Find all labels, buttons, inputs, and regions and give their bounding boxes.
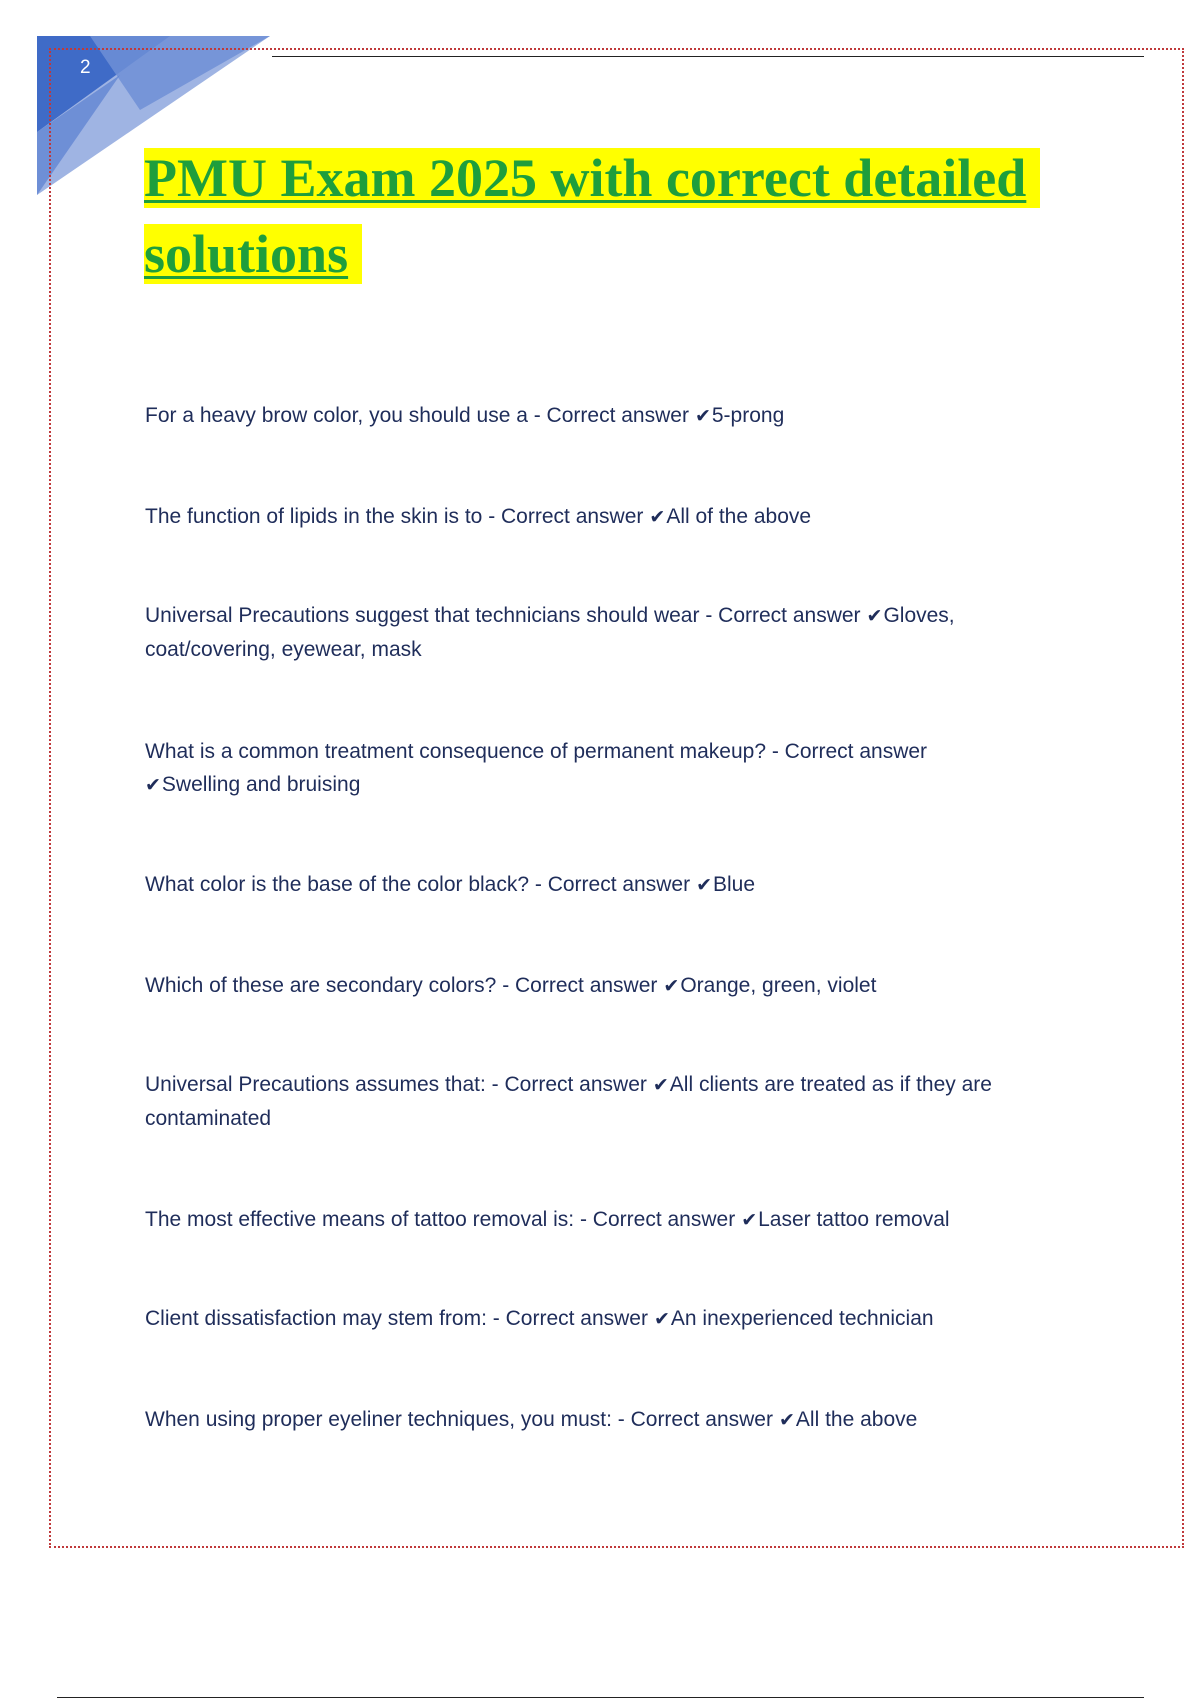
question-text: For a heavy brow color, you should use a (145, 404, 528, 427)
check-mark-icon: ✔ (694, 405, 711, 427)
question-text: The function of lipids in the skin is to (145, 505, 483, 528)
document-title (144, 140, 1104, 292)
answer-prefix: - Correct answer (579, 1208, 736, 1231)
question-item (145, 868, 1065, 902)
check-mark-icon: ✔ (696, 874, 712, 896)
page-number: 2 (80, 57, 91, 78)
answer-prefix: - Correct answer (502, 974, 658, 997)
check-mark-icon: ✔ (649, 506, 666, 528)
title-line-1: PMU Exam 2025 with correct detailed (144, 148, 1040, 208)
answer-prefix: - Correct answer (705, 604, 861, 627)
question-text: When using proper eyeliner techniques, you must: (145, 1408, 612, 1431)
check-mark-icon: ✔ (663, 975, 680, 997)
question-item (145, 599, 1065, 666)
answer-prefix: - Correct answer (534, 873, 691, 896)
question-item (145, 735, 1065, 802)
answer-text: Laser tattoo removal (758, 1208, 950, 1231)
answer-text: Blue (713, 873, 756, 896)
answer-text: All clients are treated as if they are contaminated (145, 1073, 992, 1130)
check-mark-icon: ✔ (778, 1409, 795, 1431)
question-text: Universal Precautions suggest that technicians should wear (145, 604, 700, 627)
check-mark-icon: ✔ (741, 1209, 758, 1231)
question-item (145, 500, 1065, 534)
question-text: What is a common treatment consequence of permanent makeup? (145, 740, 766, 763)
check-mark-icon: ✔ (866, 605, 883, 627)
question-item (145, 1302, 1065, 1336)
question-text: Which of these are secondary colors? (145, 974, 497, 997)
question-text: Universal Precautions assumes that: (145, 1073, 486, 1096)
answer-text: An inexperienced technician (670, 1307, 934, 1330)
question-item (145, 399, 1065, 433)
check-mark-icon: ✔ (653, 1308, 670, 1330)
answer-text: Swelling and bruising (161, 773, 361, 796)
question-text: Client dissatisfaction may stem from: (145, 1307, 487, 1330)
title-line-2: solutions (144, 224, 362, 284)
answer-text: Orange, green, violet (680, 974, 877, 997)
answer-text: 5-prong (711, 404, 785, 427)
answer-prefix: - Correct answer (491, 1073, 647, 1096)
question-item (145, 1068, 1065, 1135)
answer-text: All the above (795, 1408, 918, 1431)
answer-text: All of the above (666, 505, 812, 528)
answer-prefix: - Correct answer (492, 1307, 648, 1330)
answer-prefix: - Correct answer (771, 740, 928, 763)
answer-prefix: - Correct answer (488, 505, 644, 528)
question-item (145, 1203, 1065, 1237)
answer-text: Gloves, coat/covering, eyewear, mask (145, 604, 955, 661)
question-item (145, 969, 1065, 1003)
answer-prefix: - Correct answer (617, 1408, 773, 1431)
footer-rule (57, 1697, 1144, 1698)
question-text: The most effective means of tattoo removal is: (145, 1208, 575, 1231)
check-mark-icon: ✔ (145, 774, 161, 796)
question-text: What color is the base of the color black? (145, 873, 530, 896)
check-mark-icon: ✔ (652, 1074, 669, 1096)
question-item (145, 1403, 1065, 1437)
answer-prefix: - Correct answer (533, 404, 689, 427)
